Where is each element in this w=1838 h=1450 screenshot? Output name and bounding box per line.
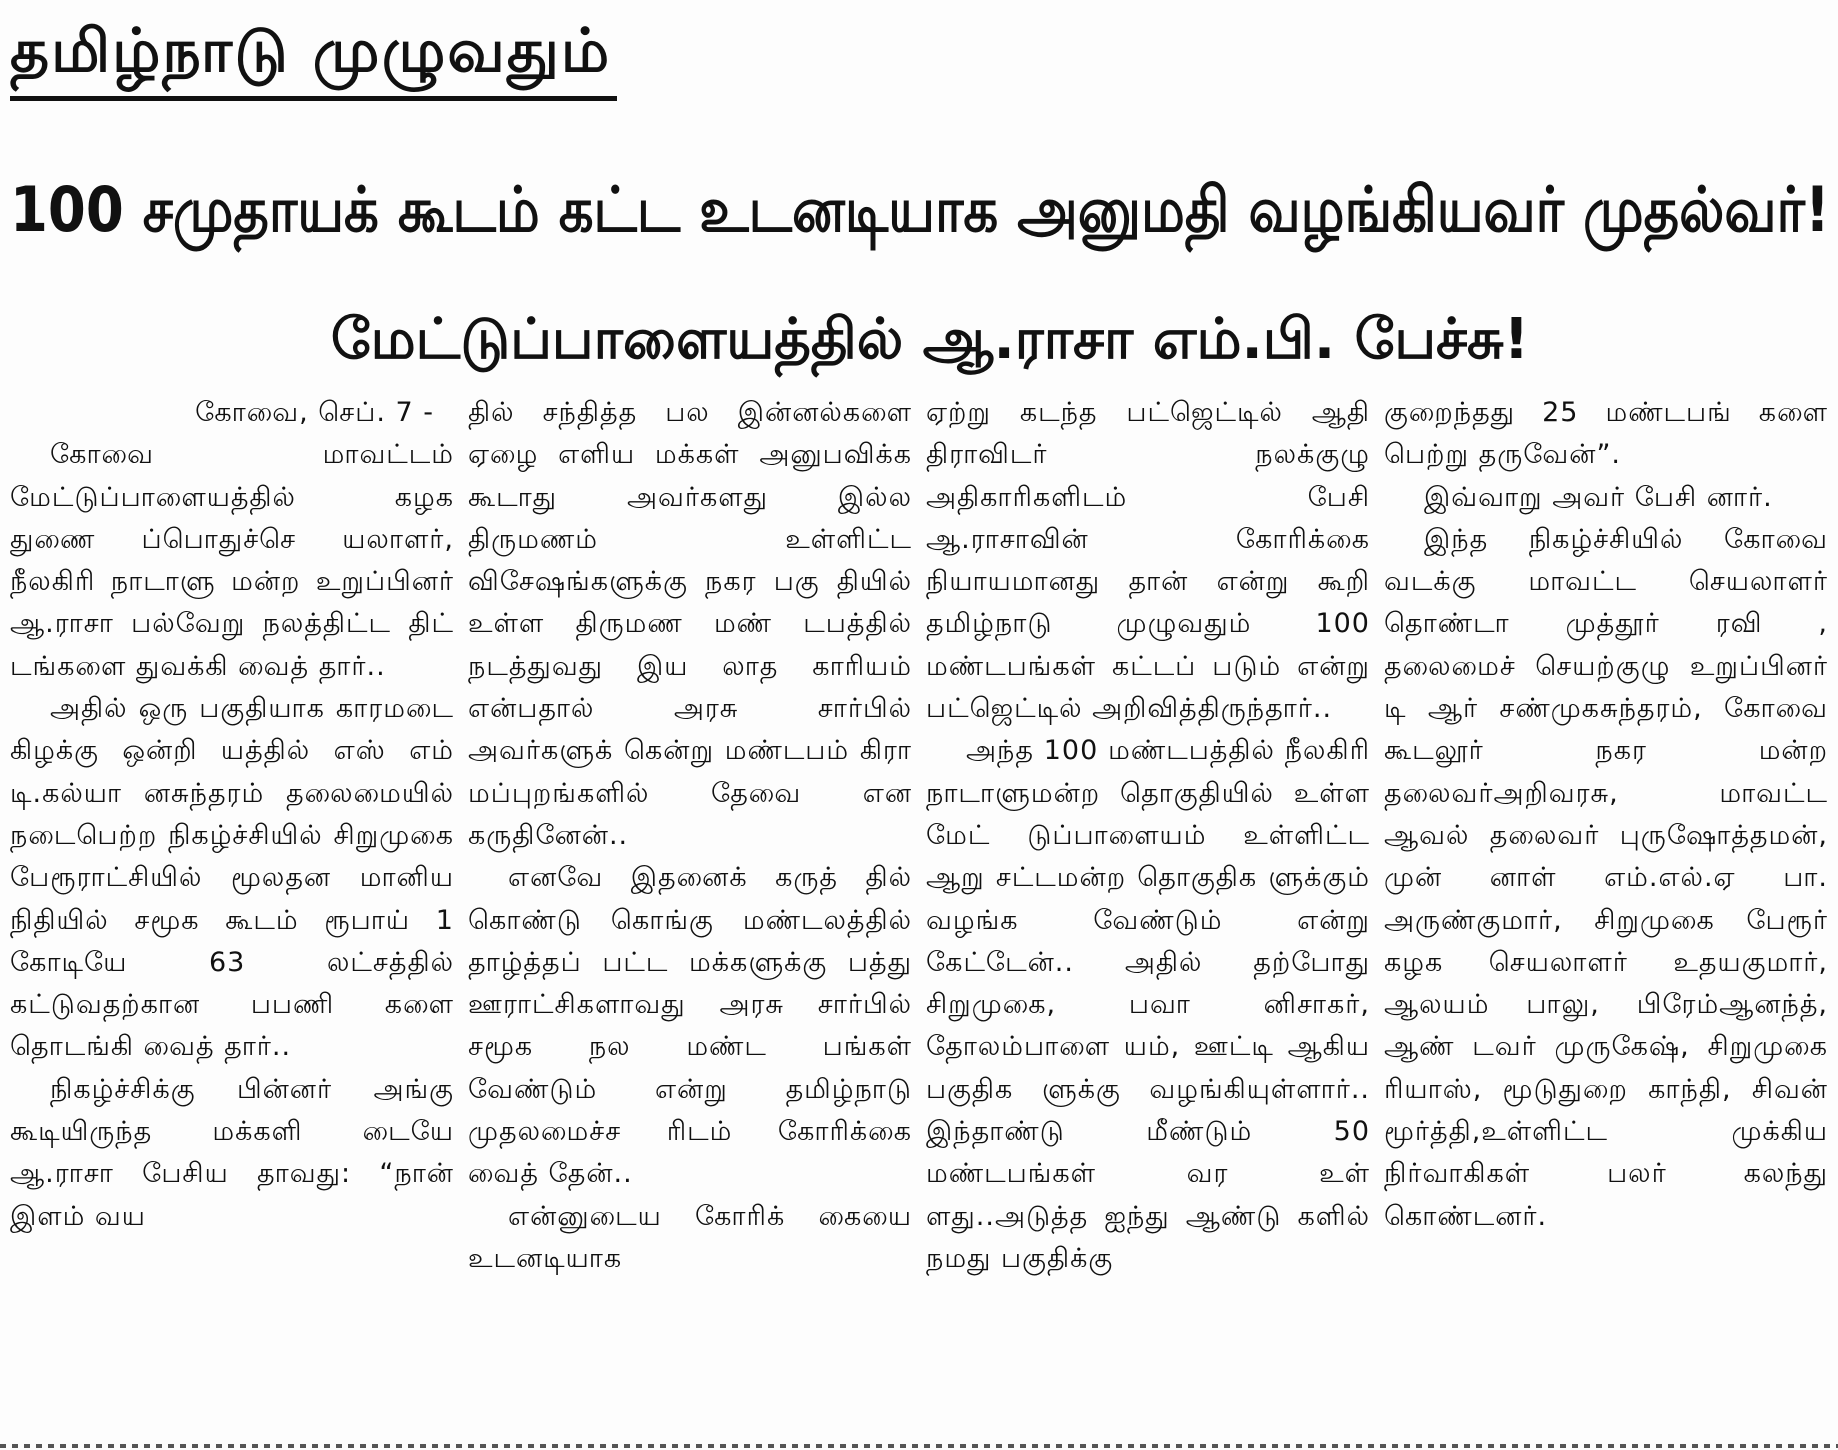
- article-paragraph: அந்த 100 மண்டபத்தில் நீலகிரி நாடாளுமன்ற தொகுதியில் உள்ள மேட் டுப்பாளையம் உள்ளிட்ட ஆறு சட்டமன்ற தொகுதிக ளுக்கும் வழங்க வேண்டும் என்று கேட்டேன்.. அதில் தற்போது சிறுமுகை, பவா னிசாகர், தோலம்பாளை யம், ஊட்டி ஆகிய பகுதிக ளுக்கு வழங்கியுள்ளார்.. இந்தாண்டு மீண்டும் 50 மண்டபங்கள் வர உள் ளது..அடுத்த ஐந்து ஆண்டு களில் நமது பகுதிக்கு: [926, 735, 1370, 1274]
- article-paragraph: இந்த நிகழ்ச்சியில் கோவை வடக்கு மாவட்ட செயலாளர் தொண்டா முத்தூர் ரவி , தலைமைச் செயற்குழு உறுப்பினர் டி ஆர் சண்முகசுந்தரம், கோவை கூடலூர் நகர மன்ற தலைவர்அறிவரசு, மாவட்ட ஆவல் தலைவர் புருஷோத்தமன், முன் னாள் எம்.எல்.ஏ பா. அருண்குமார், சிறுமுகை பேரூர் கழக செயலாளர் உதயகுமார், ஆலயம் பாலு, பிரேம்ஆனந்த், ஆண் டவர் முருகேஷ், சிறுமுகை ரியாஸ், மூடுதுறை காந்தி, சிவன் மூர்த்தி,உள்ளிட்ட முக்கிய நிர்வாகிகள் பலர் கலந்து கொண்டனர்.: [1384, 523, 1828, 1232]
- article-paragraph: என்னுடைய கோரிக் கையை உடனடியாக: [468, 1200, 912, 1274]
- article-column-2: [468, 392, 912, 1444]
- article-paragraph: எனவே இதனைக் கருத் தில் கொண்டு கொங்கு மண்டலத்தில் தாழ்த்தப் பட்ட மக்களுக்கு பத்து ஊராட்சிகளாவது அரசு சார்பில் சமூக நல மண்ட பங்கள் வேண்டும் என்று தமிழ்நாடு முதலமைச்ச ரிடம் கோரிக்கை வைத் தேன்..: [468, 862, 912, 1190]
- article-paragraph: அதில் ஒரு பகுதியாக காரமடை கிழக்கு ஒன்றி யத்தில் எஸ் எம் டி.கல்யா னசுந்தரம் தலைமையில் நடைபெற்ற நிகழ்ச்சியில் சிறுமுகை பேரூராட்சியில் மூலதன மானிய நிதியில் சமூக கூடம் ரூபாய் 1 கோடியே 63 லட்சத்தில் கட்டுவதற்கான பபணி களை தொடங்கி வைத் தார்..: [10, 693, 454, 1063]
- article-paragraph: நிகழ்ச்சிக்கு பின்னர் அங்கு கூடியிருந்த மக்களி டையே ஆ.ராசா பேசிய தாவது: “நான் இளம் வய: [10, 1073, 454, 1232]
- article-paragraph: கோவை மாவட்டம் மேட்டுப்பாளையத்தில் கழக துணை ப்பொதுச்செ யலாளர், நீலகிரி நாடாளு மன்ற உறுப்பினர் ஆ.ராசா பல்வேறு நலத்திட்ட திட் டங்களை துவக்கி வைத் தார்..: [10, 439, 454, 682]
- article-body: [10, 392, 1828, 1444]
- article-paragraph: இவ்வாறு அவர் பேசி னார்.: [1424, 481, 1773, 513]
- article-column-1: [10, 392, 454, 1444]
- dateline: கோவை, செப். 7 -: [195, 397, 434, 428]
- article-paragraph: தில் சந்தித்த பல இன்னல்களை ஏழை எளிய மக்கள் அனுபவிக்க கூடாது அவர்களது இல்ல திருமணம் உள்ளிட்ட விசேஷங்களுக்கு நகர பகு தியில் உள்ள திருமண மண் டபத்தில் நடத்துவது இய லாத காரியம் என்பதால் அரசு சார்பில் அவர்களுக் கென்று மண்டபம் கிரா மப்புறங்களில் தேவை என கருதினேன்..: [468, 397, 912, 851]
- headline: 100 சமுதாயக் கூடம் கட்ட உடனடியாக அனுமதி வழங்கியவர் முதல்வர்!: [10, 173, 1830, 246]
- bottom-rule: [0, 1444, 1838, 1448]
- article-paragraph: குறைந்தது 25 மண்டபங் களை பெற்று தருவேன்”.: [1384, 397, 1828, 471]
- article-column-4: [1384, 392, 1828, 1444]
- article-column-3: [926, 392, 1370, 1444]
- article-paragraph: ஏற்று கடந்த பட்ஜெட்டில் ஆதி திராவிடர் நலக்குழு அதிகாரிகளிடம் பேசி ஆ.ராசாவின் கோரிக்கை நியாயமானது தான் என்று கூறி தமிழ்நாடு முழுவதும் 100 மண்டபங்கள் கட்டப் படும் என்று பட்ஜெட்டில் அறிவித்திருந்தார்..: [926, 397, 1370, 725]
- subheadline: மேட்டுப்பாளையத்தில் ஆ.ராசா எம்.பி. பேச்சு!: [330, 307, 1530, 372]
- kicker-heading: தமிழ்நாடு முழுவதும்: [10, 6, 617, 101]
